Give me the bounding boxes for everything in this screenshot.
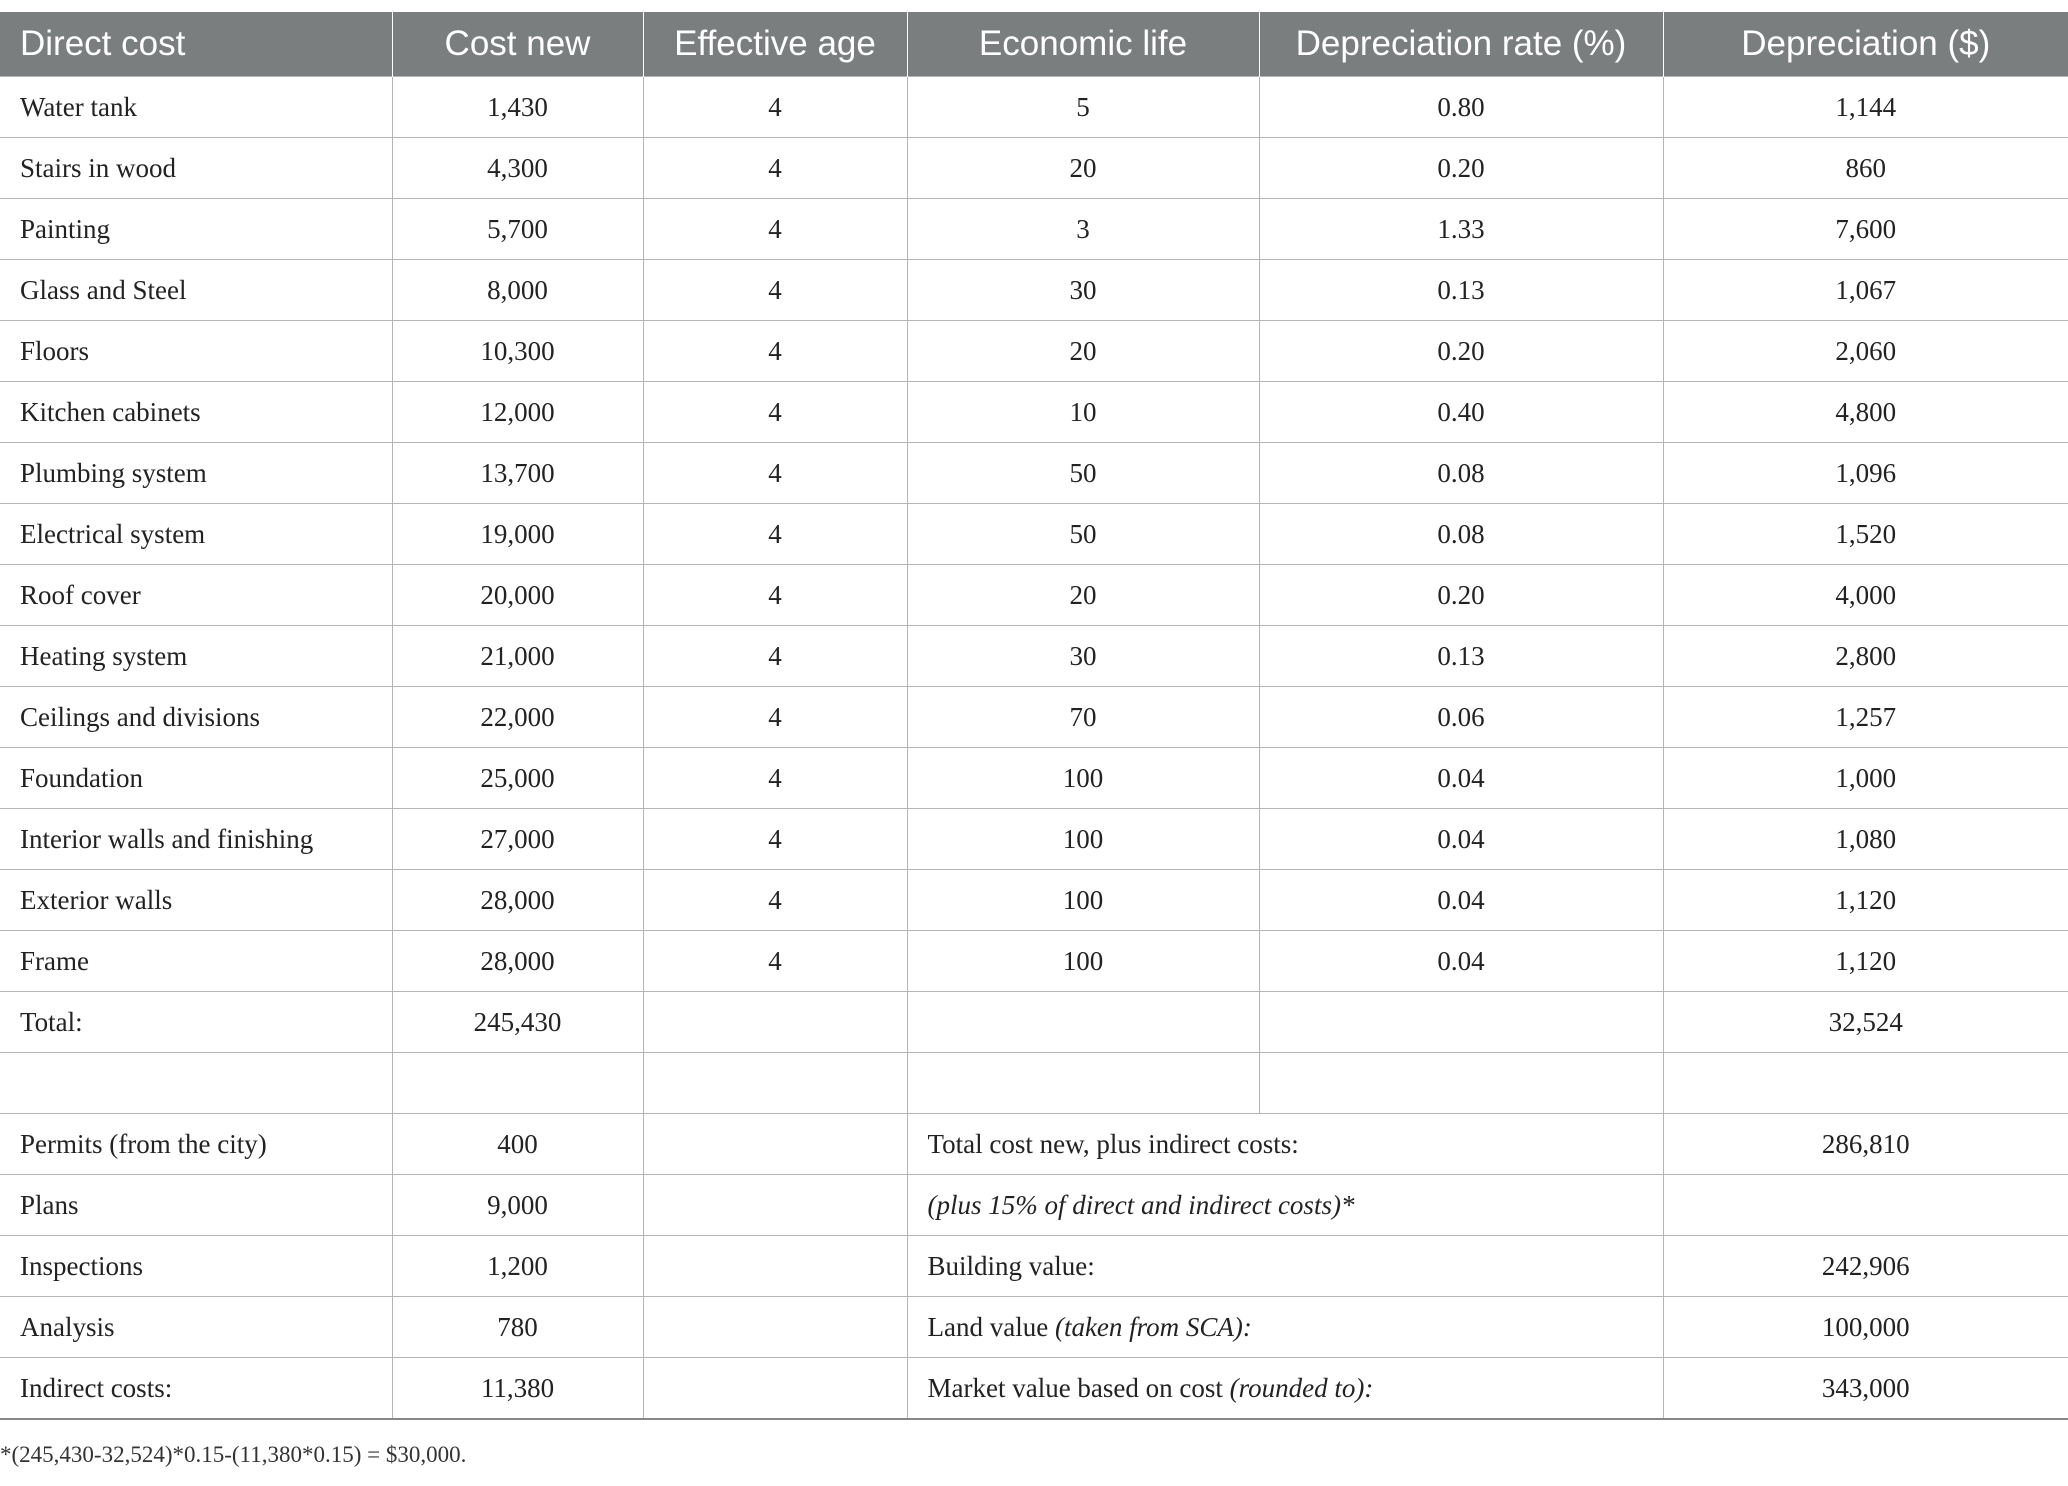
cell-depreciation-rate: 0.40 — [1259, 382, 1663, 443]
table-row — [0, 504, 2068, 565]
summary-label — [907, 1175, 1663, 1236]
cell-cost-new: 19,000 — [392, 504, 643, 565]
cell-depreciation-rate: 0.20 — [1259, 321, 1663, 382]
summary-label-text: Building value: — [927, 1250, 1095, 1281]
cell-economic-life: 100 — [907, 931, 1259, 992]
cell-depreciation: 4,000 — [1663, 565, 2068, 626]
cell-indirect-cost: 1,200 — [392, 1236, 643, 1297]
table-row — [0, 748, 2068, 809]
cell-indirect-item: Indirect costs: — [0, 1358, 392, 1420]
summary-label — [907, 1236, 1663, 1297]
cell-cost-new: 13,700 — [392, 443, 643, 504]
cell-cost-new: 28,000 — [392, 931, 643, 992]
empty-cell — [643, 1297, 907, 1358]
summary-label-note: (rounded to): — [1229, 1372, 1374, 1403]
cell-economic-life: 30 — [907, 260, 1259, 321]
cell-effective-age: 4 — [643, 321, 907, 382]
cell-depreciation-rate: 0.04 — [1259, 809, 1663, 870]
cell-item: Frame — [0, 931, 392, 992]
summary-label — [907, 1114, 1663, 1175]
cell-indirect-item: Analysis — [0, 1297, 392, 1358]
cell-cost-new: 25,000 — [392, 748, 643, 809]
cell-cost-new: 4,300 — [392, 138, 643, 199]
summary-label — [907, 1297, 1663, 1358]
cell-effective-age: 4 — [643, 626, 907, 687]
cell-effective-age: 4 — [643, 687, 907, 748]
empty-cell — [643, 1175, 907, 1236]
cell-economic-life: 10 — [907, 382, 1259, 443]
table-row — [0, 199, 2068, 260]
cell-depreciation: 860 — [1663, 138, 2068, 199]
cell-item: Electrical system — [0, 504, 392, 565]
total-cost-new: 245,430 — [392, 992, 643, 1053]
cell-cost-new: 8,000 — [392, 260, 643, 321]
empty-cell — [1259, 1053, 1663, 1114]
cell-cost-new: 28,000 — [392, 870, 643, 931]
summary-label-text: Market value based on cost — [927, 1372, 1230, 1403]
summary-value — [1663, 1175, 2068, 1236]
empty-cell — [643, 1053, 907, 1114]
cell-depreciation-rate: 0.13 — [1259, 626, 1663, 687]
cell-effective-age: 4 — [643, 77, 907, 138]
cell-economic-life: 70 — [907, 687, 1259, 748]
empty-cell — [643, 1236, 907, 1297]
cell-indirect-cost: 780 — [392, 1297, 643, 1358]
cell-depreciation: 1,000 — [1663, 748, 2068, 809]
cell-depreciation: 7,600 — [1663, 199, 2068, 260]
cell-economic-life: 100 — [907, 870, 1259, 931]
cell-economic-life: 30 — [907, 626, 1259, 687]
cell-depreciation-rate: 0.04 — [1259, 931, 1663, 992]
cell-item: Heating system — [0, 626, 392, 687]
cell-economic-life: 3 — [907, 199, 1259, 260]
table-row — [0, 138, 2068, 199]
summary-label-text: Total cost new, plus indirect costs: — [927, 1128, 1299, 1159]
header-effective-age: Effective age — [643, 12, 907, 77]
cell-cost-new: 5,700 — [392, 199, 643, 260]
header-row — [0, 12, 2068, 77]
cell-cost-new: 22,000 — [392, 687, 643, 748]
cell-effective-age: 4 — [643, 443, 907, 504]
cell-item: Stairs in wood — [0, 138, 392, 199]
cell-depreciation: 1,096 — [1663, 443, 2068, 504]
table-body — [0, 77, 2068, 1420]
cell-economic-life: 20 — [907, 565, 1259, 626]
cell-economic-life: 50 — [907, 504, 1259, 565]
cell-indirect-item: Inspections — [0, 1236, 392, 1297]
cell-cost-new: 12,000 — [392, 382, 643, 443]
summary-label-note: (plus 15% of direct and indirect costs)* — [927, 1189, 1355, 1220]
table-row — [0, 565, 2068, 626]
empty-cell — [643, 1114, 907, 1175]
cell-depreciation-rate: 0.80 — [1259, 77, 1663, 138]
cell-economic-life: 100 — [907, 809, 1259, 870]
cell-indirect-cost: 400 — [392, 1114, 643, 1175]
cell-cost-new: 21,000 — [392, 626, 643, 687]
summary-label — [907, 1358, 1663, 1420]
cell-item: Painting — [0, 199, 392, 260]
indirect-row — [0, 1175, 2068, 1236]
cell-cost-new: 27,000 — [392, 809, 643, 870]
summary-value: 343,000 — [1663, 1358, 2068, 1420]
cell-depreciation-rate: 0.08 — [1259, 504, 1663, 565]
cell-item: Water tank — [0, 77, 392, 138]
cell-economic-life: 50 — [907, 443, 1259, 504]
empty-cell — [643, 992, 907, 1053]
cell-indirect-item: Permits (from the city) — [0, 1114, 392, 1175]
summary-value: 286,810 — [1663, 1114, 2068, 1175]
cell-depreciation: 1,257 — [1663, 687, 2068, 748]
table-row — [0, 260, 2068, 321]
header-economic-life: Economic life — [907, 12, 1259, 77]
summary-value: 242,906 — [1663, 1236, 2068, 1297]
indirect-row — [0, 1297, 2068, 1358]
empty-cell — [907, 992, 1259, 1053]
cell-depreciation: 2,800 — [1663, 626, 2068, 687]
table-row — [0, 382, 2068, 443]
cell-depreciation-rate: 0.13 — [1259, 260, 1663, 321]
empty-cell — [907, 1053, 1259, 1114]
cell-effective-age: 4 — [643, 870, 907, 931]
cell-depreciation-rate: 0.20 — [1259, 138, 1663, 199]
table-row — [0, 321, 2068, 382]
cell-effective-age: 4 — [643, 260, 907, 321]
cell-item: Glass and Steel — [0, 260, 392, 321]
cell-depreciation: 1,120 — [1663, 870, 2068, 931]
cell-depreciation-rate: 0.08 — [1259, 443, 1663, 504]
cell-depreciation-rate: 1.33 — [1259, 199, 1663, 260]
cell-item: Plumbing system — [0, 443, 392, 504]
cell-depreciation-rate: 0.04 — [1259, 748, 1663, 809]
cell-item: Interior walls and finishing — [0, 809, 392, 870]
cell-item: Exterior walls — [0, 870, 392, 931]
cell-item: Roof cover — [0, 565, 392, 626]
cell-depreciation: 1,520 — [1663, 504, 2068, 565]
header-direct-cost: Direct cost — [0, 12, 392, 77]
total-label: Total: — [0, 992, 392, 1053]
empty-cell — [1259, 992, 1663, 1053]
empty-cell — [392, 1053, 643, 1114]
cell-effective-age: 4 — [643, 199, 907, 260]
cell-cost-new: 20,000 — [392, 565, 643, 626]
total-depreciation: 32,524 — [1663, 992, 2068, 1053]
footnote: *(245,430-32,524)*0.15-(11,380*0.15) = $30,000. — [0, 1442, 467, 1467]
cell-item: Foundation — [0, 748, 392, 809]
cell-item: Kitchen cabinets — [0, 382, 392, 443]
cell-economic-life: 100 — [907, 748, 1259, 809]
cell-economic-life: 20 — [907, 321, 1259, 382]
cell-cost-new: 1,430 — [392, 77, 643, 138]
table-row — [0, 77, 2068, 138]
cell-effective-age: 4 — [643, 565, 907, 626]
table-row — [0, 931, 2068, 992]
total-row — [0, 992, 2068, 1053]
indirect-row — [0, 1236, 2068, 1297]
header-depreciation-amount: Depreciation ($) — [1663, 12, 2068, 77]
cell-economic-life: 20 — [907, 138, 1259, 199]
empty-cell — [1663, 1053, 2068, 1114]
cell-effective-age: 4 — [643, 504, 907, 565]
summary-label-text: Land value — [927, 1311, 1055, 1342]
summary-label-note: (taken from SCA): — [1054, 1311, 1252, 1342]
cell-depreciation: 4,800 — [1663, 382, 2068, 443]
header-depreciation-rate: Depreciation rate (%) — [1259, 12, 1663, 77]
table-row — [0, 870, 2068, 931]
empty-cell — [0, 1053, 392, 1114]
cell-effective-age: 4 — [643, 931, 907, 992]
cost-approach-table — [0, 12, 2068, 1420]
indirect-row — [0, 1114, 2068, 1175]
header-cost-new: Cost new — [392, 12, 643, 77]
cell-effective-age: 4 — [643, 748, 907, 809]
cell-depreciation-rate: 0.06 — [1259, 687, 1663, 748]
cell-indirect-cost: 9,000 — [392, 1175, 643, 1236]
empty-cell — [643, 1358, 907, 1420]
table-row — [0, 626, 2068, 687]
spacer-row — [0, 1053, 2068, 1114]
cell-depreciation: 1,080 — [1663, 809, 2068, 870]
cell-effective-age: 4 — [643, 382, 907, 443]
table-row — [0, 809, 2068, 870]
cell-item: Ceilings and divisions — [0, 687, 392, 748]
table-row — [0, 687, 2068, 748]
cell-effective-age: 4 — [643, 138, 907, 199]
indirect-row — [0, 1358, 2068, 1420]
cell-item: Floors — [0, 321, 392, 382]
table-row — [0, 443, 2068, 504]
cell-depreciation-rate: 0.04 — [1259, 870, 1663, 931]
cell-depreciation: 1,144 — [1663, 77, 2068, 138]
cell-indirect-item: Plans — [0, 1175, 392, 1236]
cell-depreciation: 2,060 — [1663, 321, 2068, 382]
summary-value: 100,000 — [1663, 1297, 2068, 1358]
cell-indirect-cost: 11,380 — [392, 1358, 643, 1420]
cell-economic-life: 5 — [907, 77, 1259, 138]
cell-cost-new: 10,300 — [392, 321, 643, 382]
cell-depreciation-rate: 0.20 — [1259, 565, 1663, 626]
cell-effective-age: 4 — [643, 809, 907, 870]
cell-depreciation: 1,120 — [1663, 931, 2068, 992]
cell-depreciation: 1,067 — [1663, 260, 2068, 321]
